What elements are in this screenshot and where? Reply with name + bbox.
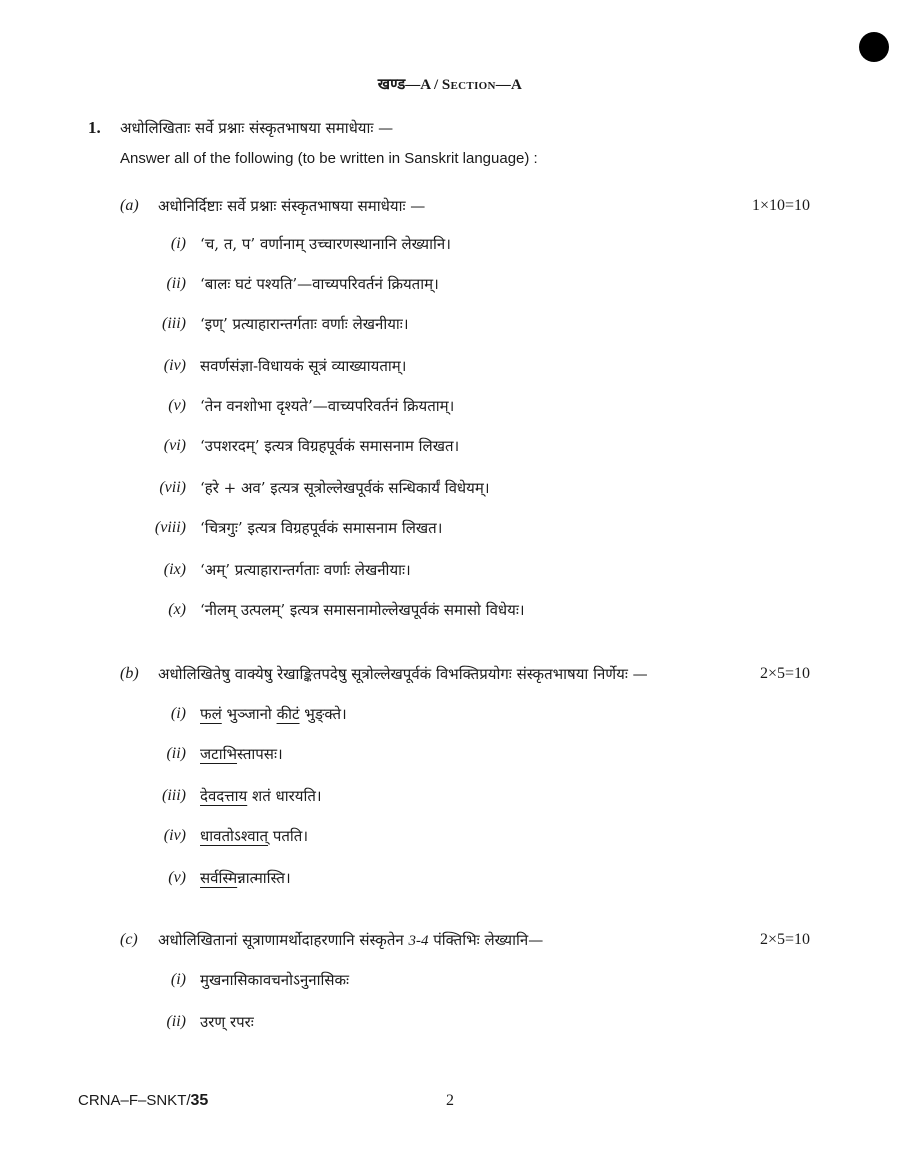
item-text (200, 744, 283, 764)
item-label: (ii) (166, 275, 186, 292)
plain-text: पतति। (268, 827, 309, 845)
part-c-text-after: पंक्तिभिः लेख्यानि— (428, 931, 544, 949)
item-text: ‘तेन वनशोभा दृश्यते’—वाच्यपरिवर्तनं क्रियताम्। (200, 397, 455, 415)
underlined-word: देवदत्ताय (200, 787, 248, 805)
item-text: ‘हरे + अव’ इत्यत्र सूत्रोल्लेखपूर्वकं सन्धिकार्यं विधेयम्। (200, 479, 490, 497)
item-text: ‘इण्’ प्रत्याहारान्तर्गताः वर्णाः लेखनीयाः। (200, 315, 409, 333)
part-b-label: (b) (120, 665, 139, 682)
underlined-word: जटाभि (200, 745, 238, 763)
plain-text: भुङ्क्ते। (299, 705, 347, 723)
part-b-marks: 2×5=10 (759, 665, 810, 682)
item-label: (i) (170, 971, 186, 988)
item-text: उरण् रपरः (200, 1013, 254, 1031)
part-b-text: अधोलिखितेषु वाक्येषु रेखाङ्कितपदेषु सूत्रोल्लेखपूर्वकं विभक्तिप्रयोगः संस्कृतभाषया निर्णेयः — (158, 665, 648, 683)
question-number: 1. (88, 118, 101, 137)
section-heading-english: Section—A (441, 77, 523, 93)
part-a-label: (a) (120, 197, 139, 214)
plain-text: शतं धारयति। (247, 787, 322, 805)
black-dot-mark (859, 32, 889, 62)
item-label: (ix) (163, 561, 186, 578)
item-label: (ii) (166, 745, 186, 762)
item-text (200, 786, 322, 806)
part-c-text (158, 930, 543, 951)
item-label: (iii) (162, 787, 186, 804)
question-instruction-sanskrit: अधोलिखिताः सर्वे प्रश्नाः संस्कृतभाषया समाधेयाः — (120, 119, 394, 137)
item-label: (viii) (154, 519, 186, 536)
item-label: (v) (168, 397, 186, 414)
item-label: (iii) (162, 315, 186, 332)
part-a-text: अधोनिर्दिष्टाः सर्वे प्रश्नाः संस्कृतभाषया समाधेयाः — (158, 197, 426, 215)
item-label: (iv) (163, 357, 186, 374)
item-text: ‘नीलम् उत्पलम्’ इत्यत्र समासनामोल्लेखपूर्वकं समासो विधेयः। (200, 601, 525, 619)
item-label: (iv) (163, 827, 186, 844)
item-text: ‘चित्रगुः’ इत्यत्र विग्रहपूर्वकं समासनाम लिखत। (200, 519, 443, 537)
item-label: (i) (170, 705, 186, 722)
item-text: ‘च, त, प’ वर्णानाम् उच्चारणस्थानानि लेख्यानि। (200, 235, 451, 253)
item-label: (vii) (159, 479, 186, 496)
question-instruction-english: Answer all of the following (to be written in Sanskrit language) : (120, 150, 538, 167)
paper-code-number: 35 (190, 1092, 209, 1109)
item-label: (vi) (163, 437, 186, 454)
part-c-marks: 2×5=10 (759, 931, 810, 948)
paper-code-prefix: CRNA–F–SNKT/ (78, 1092, 191, 1109)
item-label: (v) (168, 869, 186, 886)
section-heading (0, 74, 900, 94)
underlined-word: सर्वस्मि (200, 869, 238, 887)
underlined-word: फलं (200, 705, 222, 723)
part-c-label: (c) (120, 931, 138, 948)
item-text (200, 868, 291, 888)
part-a-marks: 1×10=10 (751, 197, 810, 214)
item-label: (ii) (166, 1013, 186, 1030)
item-label: (i) (170, 235, 186, 252)
section-heading-hindi: खण्ड—A (377, 77, 431, 93)
item-text (200, 704, 347, 724)
item-text: सवर्णसंज्ञा-विधायकं सूत्रं व्याख्यायताम्। (200, 357, 407, 375)
plain-text: स्तापसः। (237, 745, 283, 763)
item-text: मुखनासिकावचनोऽनुनासिकः (200, 971, 350, 989)
item-text: ‘उपशरदम्’ इत्यत्र विग्रहपूर्वकं समासनाम लिखत। (200, 437, 460, 455)
item-label: (x) (168, 601, 186, 618)
plain-text: न्नात्मास्ति। (237, 869, 291, 887)
plain-text: भुञ्जानो (221, 705, 277, 723)
item-text: ‘अम्’ प्रत्याहारान्तर्गताः वर्णाः लेखनीयाः। (200, 561, 411, 579)
section-heading-separator: / (430, 77, 442, 93)
item-text (200, 826, 308, 846)
part-c-text-before: अधोलिखितानां सूत्राणामर्थोदाहरणानि संस्कृतेन (158, 931, 409, 949)
underlined-word: धावतोऽश्वात् (200, 827, 269, 845)
underlined-word: कीटं (276, 705, 300, 723)
part-c-line-range: 3-4 (408, 933, 429, 949)
page-number: 2 (446, 1092, 454, 1109)
item-text: ‘बालः घटं पश्यति’—वाच्यपरिवर्तनं क्रियताम्। (200, 275, 439, 293)
